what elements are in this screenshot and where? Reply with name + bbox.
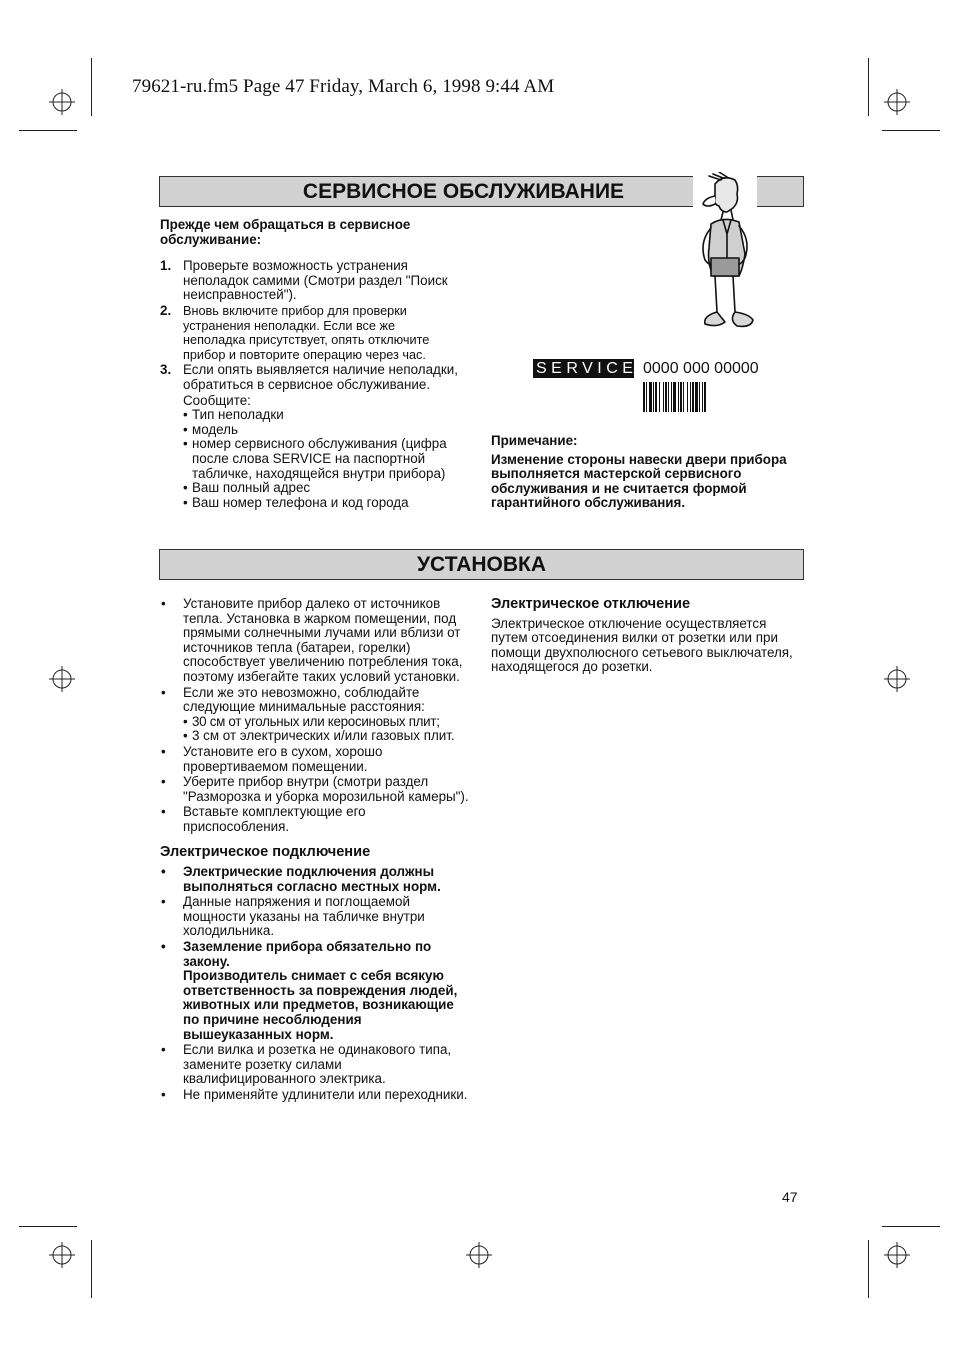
list-item: • 30 см от угольных или керосиновых плит; [183, 713, 440, 729]
barcode-icon [643, 382, 764, 412]
list-item [160, 304, 460, 362]
electrical-connection-title: Электрическое подключение [160, 843, 371, 860]
crop-mark [91, 1240, 92, 1298]
page-number: 47 [782, 1189, 798, 1205]
crop-mark [868, 1240, 869, 1298]
crop-mark [868, 58, 869, 116]
registration-mark-icon [884, 666, 910, 692]
list-item: • Электрические подключения должны выполняться согласно местных норм. [161, 864, 441, 894]
note-text: Изменение стороны навески двери прибора выполняется мастерской сервисного обслуживания и не считается формой гарантийного обслуживания. [491, 451, 787, 511]
crop-mark [882, 130, 940, 131]
crop-mark [91, 58, 92, 116]
electrical-disconnection [491, 597, 801, 675]
service-label: SERVICE [533, 359, 634, 378]
list-item: • Ваш полный адрес [183, 480, 311, 496]
list-item: • номер сервисного обслуживания (цифра после слова SERVICE на паспортной табличке, находящейся внутри прибора) [183, 436, 447, 481]
service-intro: Прежде чем обращаться в сервисное обслуживание: [160, 217, 411, 247]
registration-mark-icon [49, 1242, 75, 1268]
list-item: • 3 см от электрических и/или газовых плит. [183, 728, 455, 744]
step-number: 2. [160, 302, 172, 318]
list-item: • Уберите прибор внутри (смотри раздел "Разморозка и уборка морозильной камеры"). [161, 774, 469, 804]
list-item: • Данные напряжения и поглощаемой мощности указаны на табличке внутри холодильника. [161, 894, 425, 939]
list-item: • Ваш номер телефона и код города [183, 494, 409, 510]
list-item: • Вставьте комплектующие его приспособления. [161, 804, 366, 834]
registration-mark-icon [884, 1242, 910, 1268]
installation-section-title: УСТАНОВКА [159, 549, 804, 580]
crop-mark [882, 1226, 940, 1227]
registration-mark-icon [49, 666, 75, 692]
crop-mark [19, 1226, 77, 1227]
list-item: • модель [183, 421, 238, 437]
registration-mark-icon [884, 89, 910, 115]
step-number: 3. [160, 362, 172, 378]
list-item: • Если вилка и розетка не одинакового типа, замените розетку силами квалифицированного электрика. [161, 1042, 452, 1087]
step-text: Проверьте возможность устранения неполадок самими (Смотри раздел "Поиск неисправностей"). [183, 258, 448, 303]
registration-mark-icon [466, 1242, 492, 1268]
step-text: Вновь включите прибор для проверки устранения неполадки. Если все же неполадка присутствует, опять отключите прибор и повторите операцию через час. [183, 303, 430, 362]
electrical-disconnection-text: Электрическое отключение осуществляется путем отсоединения вилки от розетки или при помощи двухполюсного сетьевого выключателя, находящегося до розетки. [491, 615, 793, 675]
step-text: Если опять выявляется наличие неполадки, обратиться в сервисное обслуживание. [183, 362, 458, 392]
service-technician-illustration [693, 172, 757, 336]
note-title: Примечание: [491, 433, 578, 448]
list-item: • Не применяйте удлинители или переходники. [161, 1087, 468, 1102]
service-number: 0000 000 00000 [643, 360, 759, 377]
report-label: Сообщите: [183, 392, 251, 408]
service-section-title: СЕРВИСНОЕ ОБСЛУЖИВАНИЕ [159, 176, 804, 207]
electrical-disconnection-title: Электрическое отключение [491, 596, 691, 612]
list-item: • Тип неполадки [183, 407, 284, 423]
file-header: 79621-ru.fm5 Page 47 Friday, March 6, 1998 9:44 AM [132, 76, 555, 97]
list-item [160, 259, 460, 303]
list-item: • Установите его в сухом, хорошо провертиваемом помещении. [161, 743, 383, 774]
list-item [160, 363, 460, 392]
installation-instructions [160, 597, 472, 1104]
step-number: 1. [160, 258, 172, 274]
list-item: • Заземление прибора обязательно по закону. Производитель снимает с себя всякую ответственность за повреждения людей, животных или предметов, возникающие по причине несоблюдения вышеуказанных норм. [161, 939, 458, 1042]
service-instructions [160, 218, 460, 510]
service-note [491, 434, 801, 511]
crop-mark [19, 130, 77, 131]
list-item: • Установите прибор далеко от источников тепла. Установка в жарком помещении, под прямыми солнечными лучами или вблизи от источников тепла (батареи, горелки) способствует увеличению потребления тока, поэтому избегайте таких условий установки. [161, 596, 463, 684]
list-item: • Если же это невозможно, соблюдайте следующие минимальные расстояния: • 30 см от угольных или керосиновых плит; • 3 см от электрических и/или газовых плит. [160, 686, 472, 744]
registration-mark-icon [49, 89, 75, 115]
